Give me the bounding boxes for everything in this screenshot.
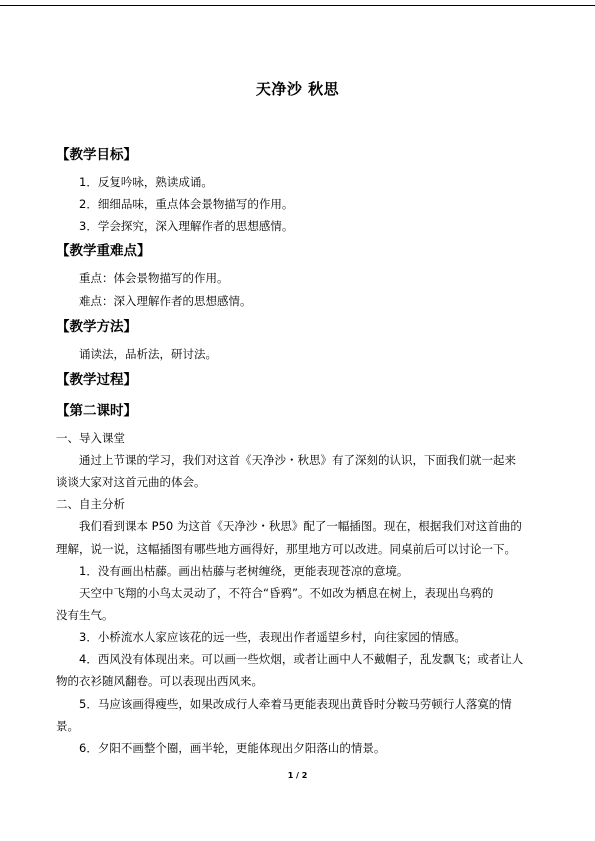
body-paragraph-line: 通过上节课的学习，我们对这首《天净沙・秋思》有了深刻的认识，下面我们就一起来 [79,453,516,467]
body-paragraph-line: 理解，说一说，这幅插图有哪些地方画得好，那里地方可以改进。同桌前后可以讨论一下。 [56,542,516,556]
body-list-item: 天空中飞翔的小鸟太灵动了，不符合“昏鸦”。不如改为栖息在树上，表现出乌鸦的 [79,586,494,600]
page-number: 1 / 2 [287,771,308,780]
body-paragraph-line: 我们看到课本 P50 为这首《天净沙・秋思》配了一幅插图。现在，根据我们对这首曲的 [79,519,522,533]
goal-item: 3．学会探究，深入理解作者的思想感情。 [79,219,294,233]
body-list-item: 6．夕阳不画整个圈，画半轮，更能体现出夕阳落山的情景。 [79,741,386,755]
body-heading-intro: 一、导入课堂 [56,431,125,445]
body-list-item-cont: 物的衣衫随风翻卷。可以表现出西风来。 [56,674,263,688]
body-list-item: 4．西风没有体现出来。可以画一些炊烟，或者让画中人不戴帽子，乱发飘飞；或者让人 [79,652,524,666]
section-heading-goals: 【教学目标】 [56,147,137,163]
goal-item: 1．反复吟咏，熟读成诵。 [79,175,213,189]
section-heading-methods: 【教学方法】 [56,319,137,335]
body-list-item-cont: 景。 [56,719,79,733]
goal-item: 2．细细品味，重点体会景物描写的作用。 [79,197,294,211]
key-point-item: 难点：深入理解作者的思想感情。 [79,294,252,308]
key-point-item: 重点：体会景物描写的作用。 [79,271,229,285]
section-heading-key-points: 【教学重难点】 [56,243,151,259]
body-list-item-cont: 没有生气。 [56,608,114,622]
header-rule [0,5,595,6]
section-heading-lesson2: 【第二课时】 [56,403,137,419]
body-heading-analysis: 二、自主分析 [56,497,125,511]
method-item: 诵读法，品析法，研讨法。 [79,347,217,361]
body-list-item: 1．没有画出枯藤。画出枯藤与老树缠绕，更能表现苍凉的意境。 [79,564,409,578]
section-heading-process: 【教学过程】 [56,372,137,388]
page-title: 天净沙 秋思 [255,80,340,98]
body-list-item: 5．马应该画得瘦些，如果改成行人牵着马更能表现出黄昏时分鞍马劳顿行人落寞的情 [79,697,512,711]
body-list-item: 3．小桥流水人家应该花的远一些，表现出作者遥望乡村，向往家园的情感。 [79,630,466,644]
body-paragraph-line: 谈谈大家对这首元曲的体会。 [56,475,206,489]
